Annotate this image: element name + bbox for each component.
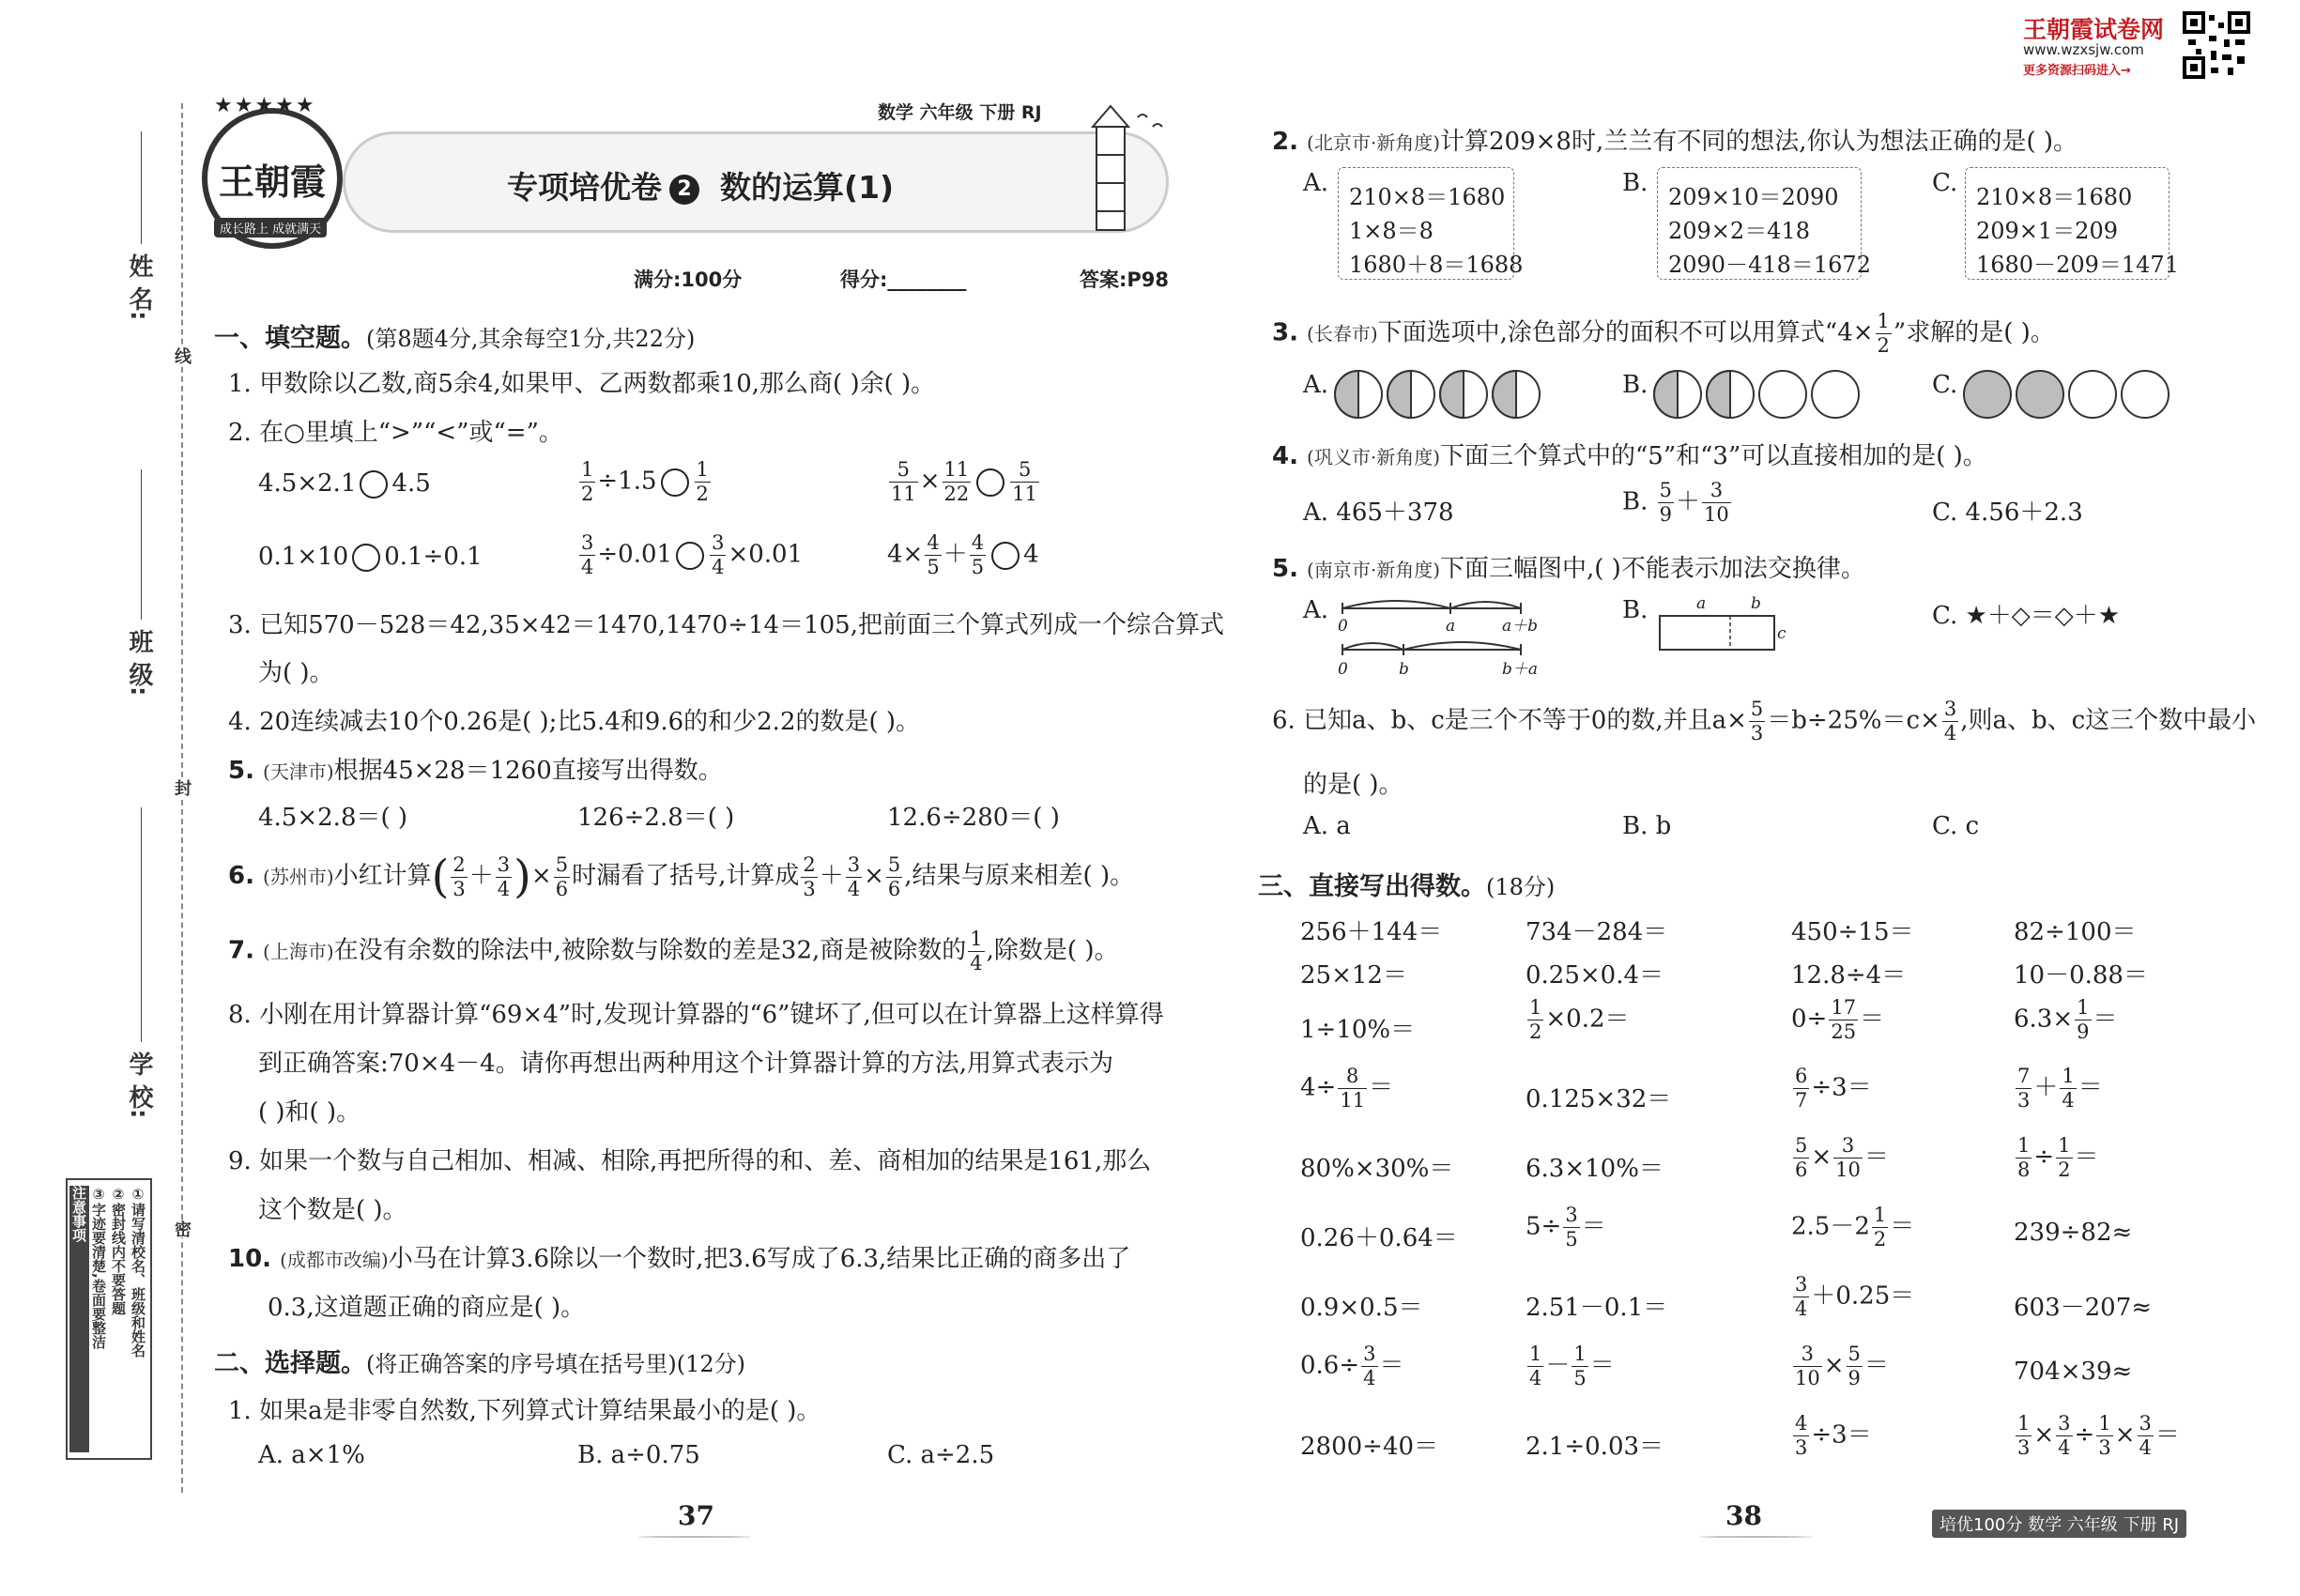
calc-item: 0.6÷ $\frac{3}{4}$ ＝	[1300, 1343, 1404, 1389]
calc-item: $\frac{7}{3}$ ＋ $\frac{1}{4}$ ＝	[2017, 1065, 2103, 1112]
calc-item: 2.51－0.1＝	[1526, 1294, 1668, 1322]
calc-item: 0.9×0.5＝	[1300, 1294, 1423, 1322]
r-q3-option-c: C.	[1932, 371, 1958, 399]
school-label: 学 校:	[125, 1051, 153, 1119]
footer-tag: 培优100分 数学 六年级 下册 RJ	[1932, 1510, 2186, 1538]
r-q3-b-circles	[1652, 369, 1868, 420]
name-label: 姓 名:	[125, 253, 153, 321]
r-q4-option-a: A. 465＋378	[1303, 499, 1454, 527]
svg-text:0: 0	[1338, 660, 1348, 679]
calc-item: 4÷ $\frac{8}{11}$ ＝	[1300, 1065, 1394, 1112]
r-q6-option: A. a	[1303, 812, 1351, 840]
page-number: 37	[678, 1500, 714, 1531]
calc-item: 5÷ $\frac{3}{5}$ ＝	[1526, 1204, 1606, 1251]
calc-item: 2.1÷0.03＝	[1526, 1433, 1664, 1461]
calc-item: 2800÷40＝	[1300, 1433, 1439, 1461]
calc-item: 0.125×32＝	[1526, 1085, 1672, 1113]
r-q3: 3. (长春市)下面选项中,涂色部分的面积不可以用算式“4× $\frac{1}{2}$ ”求解的是( )。	[1272, 310, 2055, 357]
q1-1: 1. 甲数除以乙数,商5余4,如果甲、乙两数都乘10,那么商( )余( )。	[228, 370, 936, 398]
school-line	[141, 807, 142, 1042]
calc-item: 256＋144＝	[1300, 918, 1443, 946]
calc-item: 1÷10%＝	[1300, 1016, 1416, 1044]
q1-5-item: 126÷2.8＝( )	[577, 804, 735, 832]
r-q5-b-diagram	[1657, 593, 1798, 659]
calc-item: $\frac{6}{7}$ ÷3＝	[1795, 1065, 1872, 1112]
r-q5-a-diagram	[1333, 591, 1540, 681]
q1-8b: 到正确答案:70×4－4。请你再想出两种用这个计算器计算的方法,用算式表示为	[258, 1050, 1113, 1078]
calc-item: 12.8÷4＝	[1791, 961, 1907, 990]
cut-line	[181, 103, 183, 1493]
r-q2-b-label: B.	[1622, 169, 1648, 197]
r-q5: 5. (南京市·新角度)下面三幅图中,( )不能表示加法交换律。	[1272, 555, 1865, 583]
title-number-badge: 2	[669, 175, 699, 205]
r-q5-option-a: A.	[1303, 596, 1329, 624]
calc-item: 734－284＝	[1526, 918, 1668, 946]
calc-item: 0.25×0.4＝	[1526, 961, 1664, 990]
calc-item: 239÷82≈	[2014, 1219, 2133, 1247]
cut-mark: 封	[169, 779, 193, 796]
r-q5-option-c: C. ★＋◇＝◇＋★	[1932, 602, 2121, 630]
calc-item: $\frac{1}{2}$ ×0.2＝	[1529, 996, 1630, 1043]
calc-item: 10－0.88＝	[2014, 961, 2148, 990]
compare-2: $\frac{1}{2}$ ÷1.5 $\frac{1}{2}$	[581, 458, 709, 505]
q1-5-item: 12.6÷280＝( )	[887, 804, 1060, 832]
calc-item: 82÷100＝	[2014, 918, 2137, 946]
calc-item: $\frac{3}{10}$ × $\frac{5}{9}$ ＝	[1795, 1343, 1889, 1389]
lighthouse-icon	[1080, 99, 1183, 239]
score-field: 得分:________	[840, 269, 967, 291]
q1-5-item: 4.5×2.8＝( )	[258, 804, 408, 832]
top-tag: 数学 六年级 下册 RJ	[878, 102, 1042, 123]
full-score: 满分:100分	[634, 269, 743, 291]
brand-url: www.wzxsjw.com	[2023, 41, 2144, 58]
svg-text:a: a	[1696, 594, 1707, 613]
calc-item: 80%×30%＝	[1300, 1155, 1454, 1183]
calc-item: $\frac{1}{8}$ ÷ $\frac{1}{2}$ ＝	[2017, 1134, 2099, 1181]
q1-2: 2. 在○里填上“>”“<”或“=”。	[228, 419, 563, 447]
compare-4: 0.1×10 0.1÷0.1	[258, 543, 483, 571]
compare-1: 4.5×2.1 4.5	[258, 469, 431, 498]
section1-heading: 一、填空题。(第8题4分,其余每空1分,共22分)	[214, 324, 696, 353]
class-line	[141, 469, 142, 620]
calc-item: $\frac{4}{3}$ ÷3＝	[1795, 1412, 1872, 1459]
page-number-deco	[638, 1536, 751, 1538]
calc-item: 450÷15＝	[1791, 918, 1914, 946]
calc-item: 2.5－2 $\frac{1}{2}$ ＝	[1791, 1204, 1915, 1251]
q1-8c: ( )和( )。	[258, 1098, 361, 1127]
brand-tip: 更多资源扫码进入→	[2023, 64, 2131, 78]
r-q6-option: C. c	[1932, 812, 1980, 840]
q1-10: 10. (成都市改编)小马在计算3.6除以一个数时,把3.6写成了6.3,结果比正确的商多出了	[228, 1245, 1131, 1273]
logo: 王朝霞	[202, 108, 343, 249]
section3-heading: 三、直接写出得数。(18分)	[1258, 872, 1556, 901]
q1-4: 4. 20连续减去10个0.26是( );比5.4和9.6的和少2.2的数是( )。	[228, 708, 921, 736]
q1-6: 6. (苏州市)小红计算( $\frac{2}{3}$ ＋ $\frac{3}{4}$ )× $\frac{5}{6}$ 时漏看了括号,计算成 $\frac{2}{3}$ ＋ $\frac{3}{4}$ × $\frac{5}{6}$ ,结果与原来相差( )。	[228, 851, 1135, 903]
svg-text:b＋a: b＋a	[1502, 660, 1539, 679]
q1-10b: 0.3,这道题正确的商应是( )。	[268, 1294, 586, 1322]
q2-1: 1. 如果a是非零自然数,下列算式计算结果最小的是( )。	[228, 1397, 821, 1425]
r-q2-a-label: A.	[1303, 169, 1329, 197]
qr-code-icon	[2183, 11, 2250, 79]
r-q5-option-b: B.	[1622, 596, 1648, 624]
notice-box: ①请写清校名、班级和姓名 ②密封线内不要答题 ③字迹要清楚,卷面要整洁 注意事项	[66, 1178, 152, 1460]
page-number: 38	[1725, 1500, 1762, 1531]
cut-mark: 线	[169, 347, 193, 364]
brand-name: 王朝霞试卷网	[2023, 16, 2165, 43]
calc-item: $\frac{1}{4}$ － $\frac{1}{5}$ ＝	[1529, 1343, 1615, 1389]
r-q6b: 的是( )。	[1303, 771, 1403, 799]
svg-text:b: b	[1751, 594, 1761, 613]
r-q4-option-c: C. 4.56＋2.3	[1932, 499, 2083, 527]
class-label: 班 级:	[125, 629, 153, 697]
r-q3-option-a: A.	[1303, 371, 1329, 399]
calc-item: $\frac{5}{6}$ × $\frac{3}{10}$ ＝	[1795, 1134, 1889, 1181]
name-line	[141, 131, 142, 244]
calc-item: 704×39≈	[2014, 1358, 2133, 1386]
compare-5: $\frac{3}{4}$ ÷0.01 $\frac{3}{4}$ ×0.01	[581, 531, 804, 578]
calc-item: 6.3× $\frac{1}{9}$ ＝	[2014, 996, 2118, 1043]
svg-text:c: c	[1777, 624, 1786, 643]
svg-text:b: b	[1399, 660, 1409, 679]
calc-item: 6.3×10%＝	[1526, 1155, 1664, 1183]
q1-5: 5. (天津市)根据45×28＝1260直接写出得数。	[228, 757, 723, 785]
q1-3b: 为( )。	[258, 659, 334, 687]
r-q6-option: B. b	[1622, 812, 1672, 840]
q1-7: 7. (上海市)在没有余数的除法中,被除数与除数的差是32,商是被除数的 $\frac{1}{4}$ ,除数是( )。	[228, 928, 1119, 974]
q1-9b: 这个数是( )。	[258, 1196, 407, 1224]
calc-item: 25×12＝	[1300, 961, 1407, 990]
cut-mark: 密	[169, 1220, 193, 1237]
r-q3-a-circles	[1333, 369, 1549, 420]
calc-item: 0÷ $\frac{17}{25}$ ＝	[1791, 996, 1885, 1043]
compare-3: $\frac{5}{11}$ × $\frac{11}{22}$ $\frac{5}{11}$	[891, 458, 1037, 505]
compare-6: 4× $\frac{4}{5}$ ＋ $\frac{4}{5}$ 4	[887, 531, 1039, 578]
r-q2-c-label: C.	[1932, 169, 1958, 197]
page-title: 专项培优卷 2 数的运算(1)	[507, 169, 895, 206]
q1-3a: 3. 已知570－528＝42,35×42＝1470,1470÷14＝105,把前面三个算式列成一个综合算式	[228, 611, 1224, 639]
q2-1-option: B. a÷0.75	[577, 1441, 700, 1469]
r-q3-option-b: B.	[1622, 371, 1648, 399]
r-q6: 6. 已知a、b、c是三个不等于0的数,并且a× $\frac{5}{3}$ ＝b÷25%＝c× $\frac{3}{4}$ ,则a、b、c这三个数中最小	[1272, 698, 2257, 744]
r-q4: 4. (巩义市·新角度)下面三个算式中的“5”和“3”可以直接相加的是( )。	[1272, 442, 1987, 470]
q2-1-option: A. a×1%	[258, 1441, 365, 1469]
svg-text:0: 0	[1338, 617, 1348, 636]
q2-1-option: C. a÷2.5	[887, 1441, 995, 1469]
r-q4-option-b: B. $\frac{5}{9}$ ＋ $\frac{3}{10}$	[1622, 479, 1729, 526]
svg-text:a＋b: a＋b	[1502, 617, 1539, 636]
logo-motto: 成长路上 成就满天	[214, 218, 327, 238]
answer-ref: 答案:P98	[1080, 269, 1170, 291]
r-q3-c-circles	[1962, 369, 2178, 420]
section2-heading: 二、选择题。(将正确答案的序号填在括号里)(12分)	[214, 1349, 745, 1378]
page-number-deco	[1699, 1536, 1812, 1538]
q1-9a: 9. 如果一个数与自己相加、相减、相除,再把所得的和、差、商相加的结果是161,那么	[228, 1147, 1152, 1175]
svg-text:a: a	[1446, 617, 1456, 636]
q1-8a: 8. 小刚在用计算器计算“69×4”时,发现计算器的“6”键坏了,但可以在计算器上这样算得	[228, 1001, 1164, 1029]
calc-item: $\frac{3}{4}$ ＋0.25＝	[1795, 1273, 1915, 1320]
calc-item: 603－207≈	[2014, 1294, 2153, 1322]
logo-stars: ★★★★★	[214, 94, 316, 117]
calc-item: 0.26＋0.64＝	[1300, 1224, 1458, 1252]
r-q2: 2. (北京市·新角度)计算209×8时,兰兰有不同的想法,你认为想法正确的是( )。	[1272, 128, 2078, 156]
calc-item: $\frac{1}{3}$ × $\frac{3}{4}$ ÷ $\frac{1}{3}$ × $\frac{3}{4}$ ＝	[2017, 1412, 2180, 1459]
